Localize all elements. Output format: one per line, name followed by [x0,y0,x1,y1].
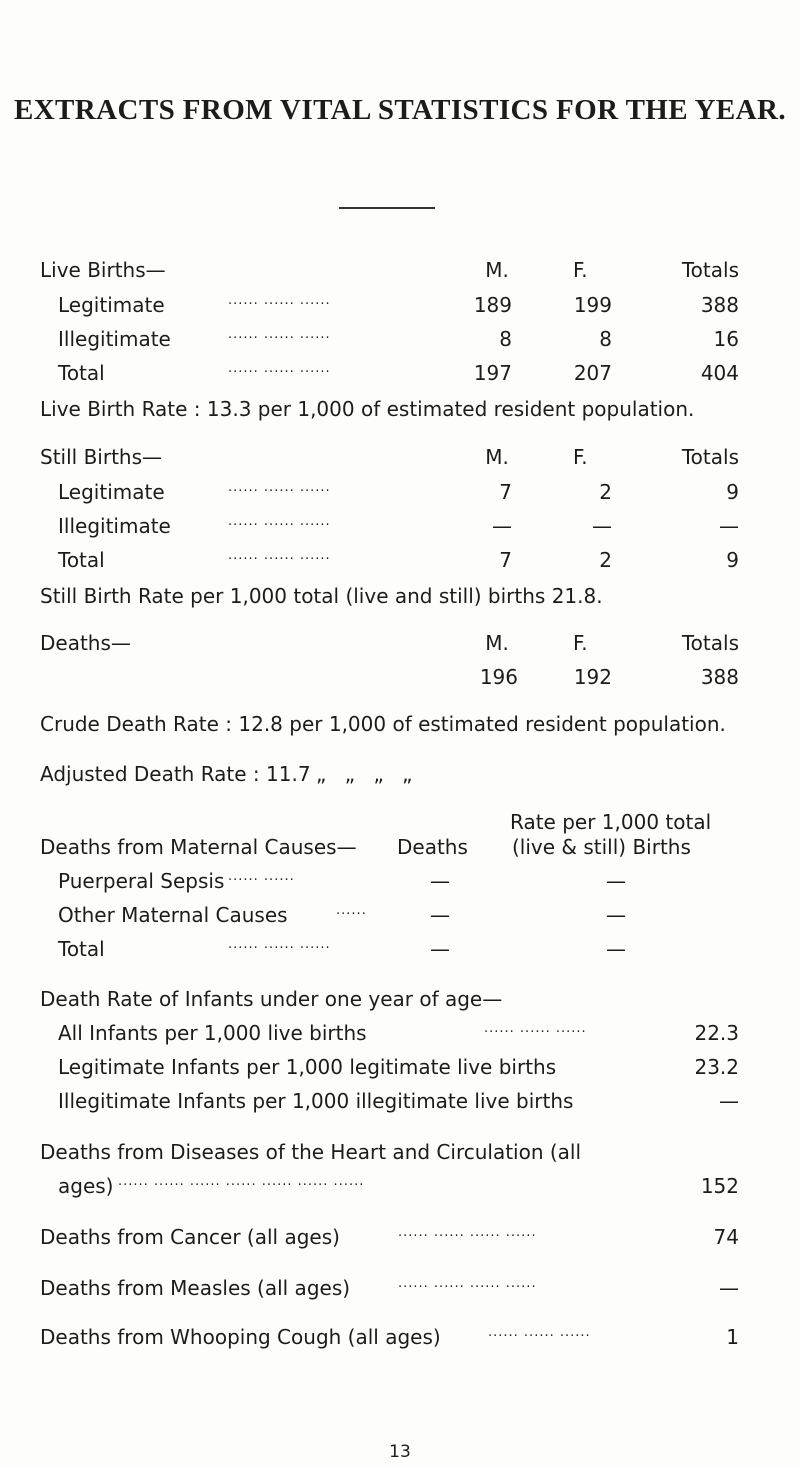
row-label: Total [58,937,105,961]
row-label: Total [58,548,105,572]
cell-rate: — [606,869,626,893]
cell-m: 7 [499,548,512,572]
cell-f: 8 [599,327,612,351]
live-birth-rate: Live Birth Rate : 13.3 per 1,000 of estimated resident population. [40,397,695,421]
cell-m: 189 [473,293,512,317]
leader-dots: ...... ...... ...... [228,480,331,495]
cell-m: 196 [479,665,518,689]
leader-dots: ...... ...... ...... [228,514,331,529]
col-header-totals: Totals [681,258,739,282]
cell-m: 7 [499,480,512,504]
measles-value: — [719,1276,739,1300]
cell-value: 23.2 [694,1055,739,1079]
row-label: Other Maternal Causes [58,903,288,927]
col-header-totals: Totals [681,445,739,469]
col-header-totals: Totals [681,631,739,655]
row-label: Illegitimate [58,327,171,351]
rate-header-line1: Rate per 1,000 total [510,810,712,834]
cell-total: 9 [726,480,739,504]
leader-dots: ...... ...... ...... [484,1021,587,1036]
live-births-heading: Live Births— [40,258,166,282]
col-header-m: M. [485,631,509,655]
measles-label: Deaths from Measles (all ages) [40,1276,351,1300]
leader-dots: ...... ...... ...... ...... ...... ...... ...... [118,1174,365,1189]
cell-deaths: — [430,937,450,961]
adjusted-death-rate: Adjusted Death Rate : 11.7 [40,762,311,786]
crude-death-rate: Crude Death Rate : 12.8 per 1,000 of estimated resident population. [40,712,726,736]
cell-f: 192 [573,665,612,689]
leader-dots: ...... ...... [228,869,295,884]
deaths-col-header: Deaths [397,835,468,859]
col-header-m: M. [485,445,509,469]
cell-f: — [592,514,612,538]
leader-dots: ...... ...... ...... [228,937,331,952]
cell-f: 207 [573,361,612,385]
still-births-heading: Still Births— [40,445,163,469]
cell-rate: — [606,903,626,927]
cell-total: 16 [713,327,739,351]
title-divider [339,207,435,209]
heart-value: 152 [700,1174,739,1198]
row-label: Total [58,361,105,385]
cancer-label: Deaths from Cancer (all ages) [40,1225,340,1249]
cell-rate: — [606,937,626,961]
row-label: Puerperal Sepsis [58,869,225,893]
cell-total: 388 [700,665,739,689]
row-label: Illegitimate Infants per 1,000 illegitimate live births [58,1089,574,1113]
maternal-heading: Deaths from Maternal Causes— [40,835,357,859]
row-label: Legitimate [58,480,165,504]
col-header-f: F. [573,445,588,469]
cell-value: 22.3 [694,1021,739,1045]
col-header-m: M. [485,258,509,282]
leader-dots: ...... ...... ...... [228,293,331,308]
cell-f: 199 [573,293,612,317]
row-label: Legitimate [58,293,165,317]
leader-dots: ...... ...... ...... [228,548,331,563]
ditto-marks: „ „ „ „ [316,762,419,786]
still-birth-rate: Still Birth Rate per 1,000 total (live and still) births 21.8. [40,584,603,608]
cell-f: 2 [599,480,612,504]
leader-dots: ...... [336,903,367,918]
infants-heading: Death Rate of Infants under one year of age— [40,987,503,1011]
page-title: EXTRACTS FROM VITAL STATISTICS FOR THE YEAR. [13,94,787,126]
leader-dots: ...... ...... ...... [228,361,331,376]
cell-total: 404 [700,361,739,385]
cell-m: — [492,514,512,538]
whooping-cough-label: Deaths from Whooping Cough (all ages) [40,1325,441,1349]
heart-label-line2: ages) [58,1174,114,1198]
leader-dots: ...... ...... ...... ...... [398,1225,537,1240]
cell-deaths: — [430,869,450,893]
row-label: Legitimate Infants per 1,000 legitimate live births [58,1055,557,1079]
deaths-heading: Deaths— [40,631,131,655]
cell-value: — [719,1089,739,1113]
rate-header-line2: (live & still) Births [512,835,691,859]
cell-deaths: — [430,903,450,927]
cell-total: — [719,514,739,538]
cancer-value: 74 [713,1225,739,1249]
row-label: Illegitimate [58,514,171,538]
cell-total: 9 [726,548,739,572]
row-label: All Infants per 1,000 live births [58,1021,367,1045]
heart-label-line1: Deaths from Diseases of the Heart and Circulation (all [40,1140,582,1164]
cell-total: 388 [700,293,739,317]
cell-f: 2 [599,548,612,572]
leader-dots: ...... ...... ...... [228,327,331,342]
leader-dots: ...... ...... ...... ...... [398,1276,537,1291]
whooping-cough-value: 1 [726,1325,739,1349]
page-number: 13 [389,1442,411,1462]
col-header-f: F. [573,258,588,282]
leader-dots: ...... ...... ...... [488,1325,591,1340]
col-header-f: F. [573,631,588,655]
cell-m: 8 [499,327,512,351]
cell-m: 197 [473,361,512,385]
